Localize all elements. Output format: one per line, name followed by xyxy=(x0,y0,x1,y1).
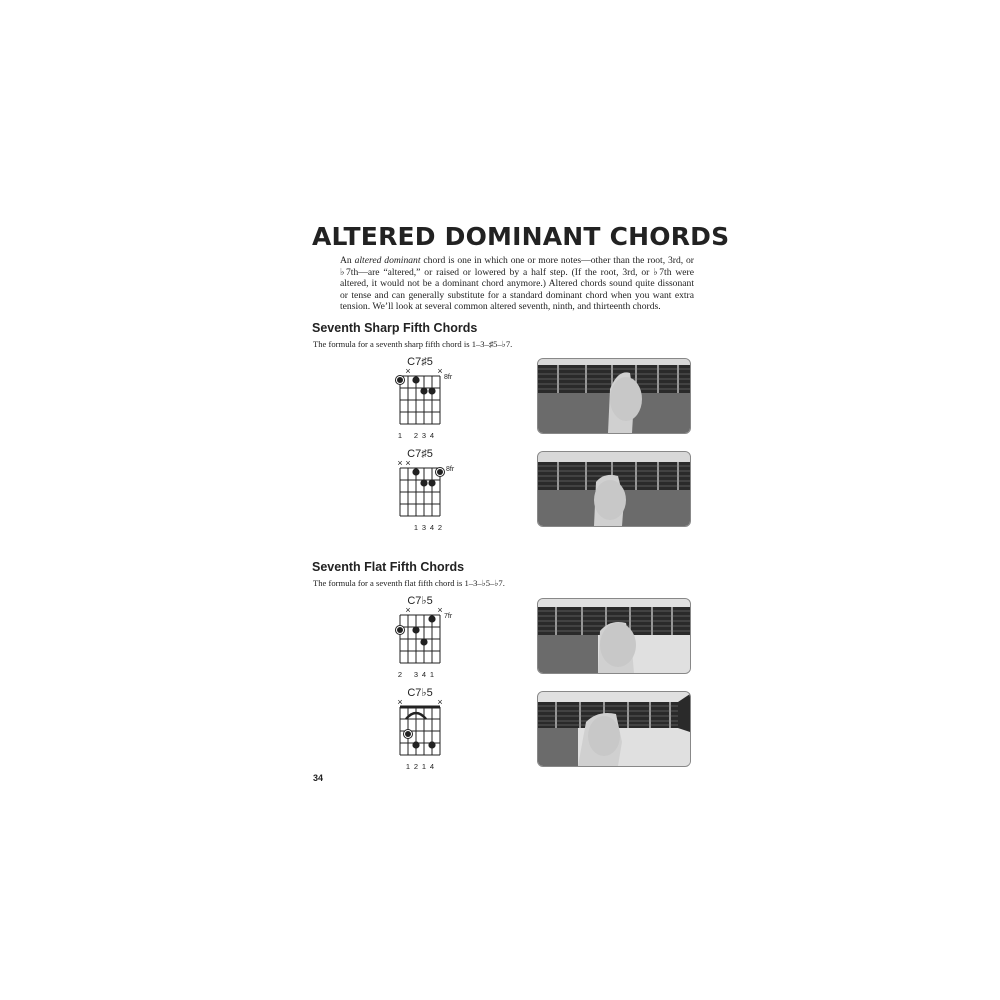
finger-dot xyxy=(405,731,411,737)
photo-hand-on-fretboard xyxy=(537,358,691,434)
finger-dot xyxy=(397,377,403,383)
muted-string-marker: × xyxy=(405,458,411,468)
finger-number: 2 xyxy=(397,670,403,679)
photo-hand-on-fretboard xyxy=(537,451,691,527)
finger-dot xyxy=(428,387,435,394)
section-heading-sharp-fifth: Seventh Sharp Fifth Chords xyxy=(312,321,478,335)
chord-diagram xyxy=(388,444,468,536)
finger-number: 3 xyxy=(413,670,419,679)
finger-dot xyxy=(412,468,419,475)
finger-dot xyxy=(412,376,419,383)
finger-dot xyxy=(397,627,403,633)
muted-string-marker: × xyxy=(405,605,411,615)
finger-number: 2 xyxy=(437,523,443,532)
muted-string-marker: × xyxy=(437,605,443,615)
muted-string-marker: × xyxy=(437,697,443,707)
chord-name: C7♭5 xyxy=(407,687,433,699)
finger-dot xyxy=(428,741,435,748)
finger-number: 4 xyxy=(429,523,435,532)
section-heading-flat-fifth: Seventh Flat Fifth Chords xyxy=(312,560,465,574)
finger-number: 2 xyxy=(413,431,419,440)
finger-dot xyxy=(420,479,427,486)
finger-dot xyxy=(412,741,419,748)
muted-string-marker: × xyxy=(397,697,403,707)
chord-diagram xyxy=(388,352,468,444)
finger-number: 1 xyxy=(413,523,419,532)
muted-string-marker: × xyxy=(405,366,411,376)
finger-dot xyxy=(420,638,427,645)
photo-hand-on-fretboard xyxy=(537,691,691,767)
chord-diagram xyxy=(388,683,468,775)
chord-name: C7♯5 xyxy=(407,448,433,460)
chord-name: C7♭5 xyxy=(407,595,433,607)
photo-hand-on-fretboard xyxy=(537,598,691,674)
muted-string-marker: × xyxy=(397,458,403,468)
chord-diagram xyxy=(388,591,468,683)
intro-emphasis: altered dominant xyxy=(354,255,421,266)
finger-number: 1 xyxy=(429,670,435,679)
finger-dot xyxy=(428,479,435,486)
formula-sharp-fifth: The formula for a seventh sharp fifth chord is 1–3–♯5–♭7. xyxy=(313,339,513,349)
fret-label: 8fr xyxy=(446,466,455,473)
fret-label: 8fr xyxy=(444,374,453,381)
fret-label: 7fr xyxy=(444,613,453,620)
formula-flat-fifth: The formula for a seventh flat fifth chord is 1–3–♭5–♭7. xyxy=(313,578,505,588)
intro-paragraph: An altered dominant chord is one in which one or more notes—other than the root, 3rd, or ♭7th—are “altered,” or raised or lowered by a half step. (If the root, 3rd, or ♭7th were altered, it would not be a dominant chord anymore.) Altered chords sound quite dissonant or tense and can generally substitute for a standard dominant chord when you want extra tension. We’ll look at several common altered seventh, ninth, and thirteenth chords. xyxy=(340,255,695,313)
finger-number: 3 xyxy=(421,523,427,532)
finger-number: 1 xyxy=(421,762,427,771)
finger-number: 1 xyxy=(397,431,403,440)
chord-name: C7♯5 xyxy=(407,356,433,368)
finger-number: 4 xyxy=(429,431,435,440)
finger-dot xyxy=(412,626,419,633)
finger-number: 4 xyxy=(429,762,435,771)
finger-number: 2 xyxy=(413,762,419,771)
finger-dot xyxy=(428,615,435,622)
muted-string-marker: × xyxy=(437,366,443,376)
finger-number: 4 xyxy=(421,670,427,679)
finger-dot xyxy=(437,469,443,475)
page-title: ALTERED DOMINANT CHORDS xyxy=(312,222,730,251)
finger-dot xyxy=(420,387,427,394)
page-number: 34 xyxy=(313,773,324,783)
finger-number: 1 xyxy=(405,762,411,771)
finger-number: 3 xyxy=(421,431,427,440)
